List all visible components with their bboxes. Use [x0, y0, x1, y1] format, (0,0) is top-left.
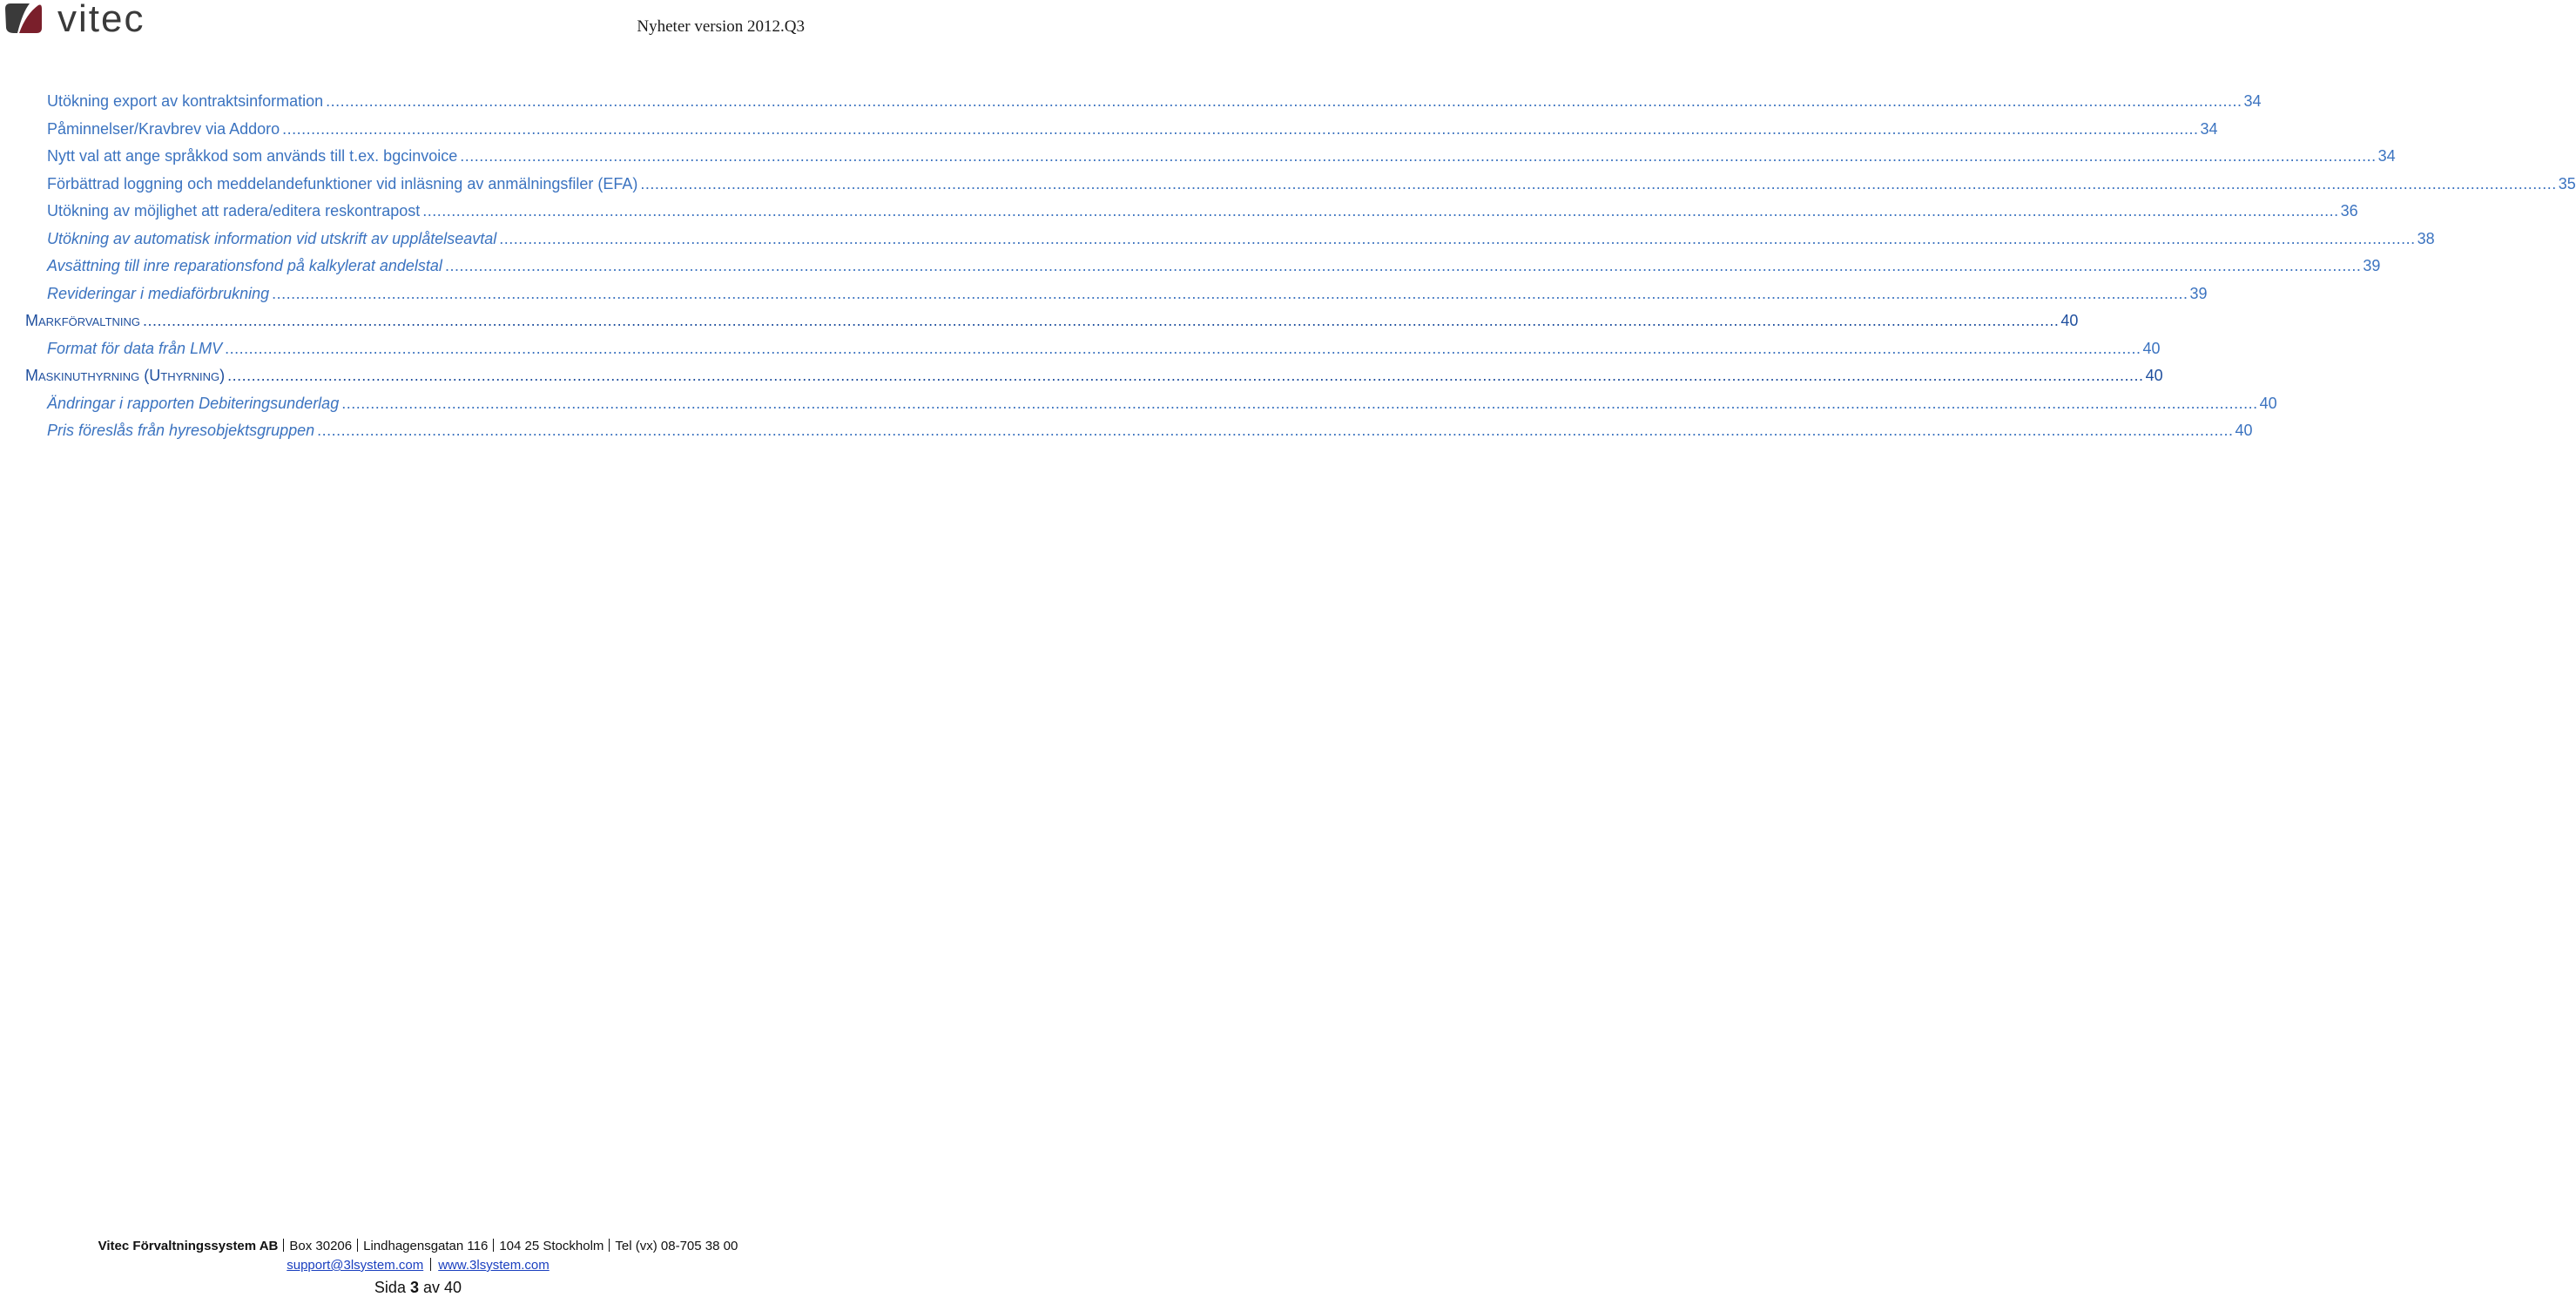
toc-entry-page: 34 [2243, 92, 2262, 110]
toc-entry-title: Utökning av automatisk information vid utskrift av upplåtelseavtal [47, 229, 497, 247]
toc-entry[interactable] [47, 147, 2396, 173]
toc-entry-title: Format för data från LMV [47, 339, 223, 357]
toc-entry-page: 34 [2377, 147, 2396, 165]
toc-entry-title: Maskinuthyrning (Uthyrning) [25, 367, 226, 384]
toc-entry-title: Förbättrad loggning och meddelandefunktioner vid inläsning av anmälningsfiler (EFA) [47, 174, 638, 193]
footer-address [0, 1239, 836, 1258]
toc-entry[interactable] [47, 422, 2253, 448]
toc-entry-title: Avsättning till inre reparationsfond på kalkylerat andelstal [47, 257, 442, 274]
footer-phone: Tel (vx) 08-705 38 00 [615, 1239, 738, 1253]
toc-entry-page: 40 [2060, 312, 2079, 329]
toc-entry[interactable] [47, 229, 2435, 256]
toc-entry-title: Påminnelser/Kravbrev via Addoro [47, 119, 280, 138]
footer-street: Lindhagensgatan 116 [363, 1239, 489, 1253]
toc-entry[interactable] [25, 312, 2079, 338]
toc-leader-dots: ................................................................................................................................................................................................................................................................................................................................................................................................................ [227, 367, 2144, 384]
document-title: Nyheter version 2012.Q3 [637, 17, 805, 36]
toc-entry-page: 40 [2235, 422, 2253, 439]
page-total: 40 [444, 1279, 462, 1296]
footer-links [0, 1258, 836, 1277]
toc-entry-page: 39 [2189, 284, 2208, 302]
toc-entry-title: Ändringar i rapporten Debiteringsunderlag [47, 394, 340, 412]
toc-entry[interactable] [47, 92, 2262, 118]
logo-wordmark: vitec [57, 0, 145, 40]
footer-city: 104 25 Stockholm [499, 1239, 604, 1253]
footer-company: Vitec Förvaltningssystem AB [98, 1239, 279, 1253]
toc-entry-page: 34 [2200, 119, 2218, 138]
toc-entry[interactable] [47, 119, 2218, 146]
toc-entry[interactable] [47, 257, 2381, 283]
toc-entry-page: 40 [2145, 367, 2163, 384]
toc-entry-page: 35 [2558, 174, 2576, 193]
page-prefix: Sida [374, 1279, 406, 1296]
toc-entry-title: Utökning av möjlighet att radera/editera reskontrapost [47, 202, 421, 220]
page-header [0, 0, 836, 52]
toc-leader-dots: ................................................................................................................................................................................................................................................................................................................................................................................................................ [341, 394, 2258, 412]
page-mid: av [423, 1279, 441, 1296]
toc-entry-page: 38 [2417, 229, 2435, 247]
toc-entry-page: 40 [2259, 394, 2277, 412]
toc-leader-dots: ................................................................................................................................................................................................................................................................................................................................................................................................................ [282, 119, 2199, 138]
toc-entry-page: 40 [2142, 339, 2161, 357]
toc-entry[interactable] [47, 339, 2161, 366]
toc-leader-dots: ................................................................................................................................................................................................................................................................................................................................................................................................................ [460, 147, 2377, 165]
toc-entry-title: Pris föreslås från hyresobjektsgruppen [47, 422, 315, 439]
page-footer [0, 1239, 836, 1297]
toc-leader-dots: ................................................................................................................................................................................................................................................................................................................................................................................................................ [225, 339, 2141, 357]
footer-box: Box 30206 [289, 1239, 353, 1253]
toc-leader-dots: ................................................................................................................................................................................................................................................................................................................................................................................................................ [326, 92, 2242, 110]
toc-entry[interactable] [47, 174, 2576, 201]
toc-entry-title: Markförvaltning [25, 312, 141, 329]
toc-leader-dots: ................................................................................................................................................................................................................................................................................................................................................................................................................ [143, 312, 2060, 329]
toc-leader-dots: ................................................................................................................................................................................................................................................................................................................................................................................................................ [272, 284, 2188, 302]
toc-leader-dots: ................................................................................................................................................................................................................................................................................................................................................................................................................ [317, 422, 2234, 439]
toc-entry-title: Utökning export av kontraktsinformation [47, 92, 324, 110]
toc-entry-title: Nytt val att ange språkkod som används till t.ex. bgcinvoice [47, 147, 458, 165]
toc-entry-title: Revideringar i mediaförbrukning [47, 284, 270, 302]
toc-entry[interactable] [47, 202, 2358, 228]
toc-entry-page: 39 [2363, 257, 2381, 274]
toc-entry[interactable] [47, 394, 2277, 421]
toc-entry-page: 36 [2340, 202, 2358, 220]
toc-leader-dots: ................................................................................................................................................................................................................................................................................................................................................................................................................ [640, 174, 2557, 193]
toc-leader-dots: ................................................................................................................................................................................................................................................................................................................................................................................................................ [422, 202, 2339, 220]
toc-entry[interactable] [25, 367, 2163, 393]
toc-leader-dots: ................................................................................................................................................................................................................................................................................................................................................................................................................ [444, 257, 2362, 274]
toc-entry[interactable] [47, 284, 2208, 311]
page-number [0, 1279, 836, 1297]
toc-leader-dots: ................................................................................................................................................................................................................................................................................................................................................................................................................ [499, 229, 2416, 247]
footer-website-link[interactable]: www.3lsystem.com [438, 1258, 550, 1273]
footer-email-link[interactable]: support@3lsystem.com [287, 1258, 424, 1273]
vitec-logo [3, 2, 221, 38]
page-current: 3 [409, 1279, 419, 1296]
